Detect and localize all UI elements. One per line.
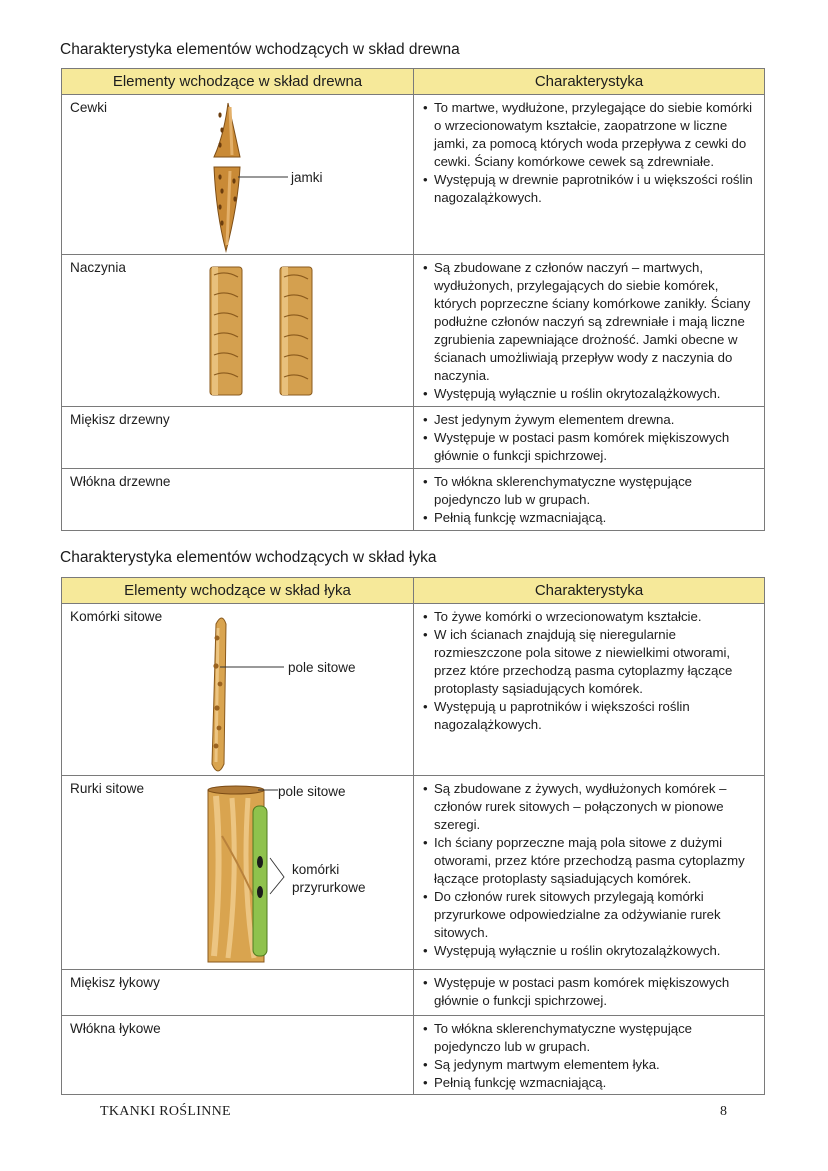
figure-label-companion-2: przyrurkowe	[292, 880, 366, 895]
bullet: • To włókna sklerenchymatyczne występujące pojedynczo lub w grupach.	[423, 1020, 758, 1056]
bullet: • Są zbudowane z żywych, wydłużonych komórek – członów rurek sitowych – połączonych w pionowe szeregi.	[423, 780, 758, 834]
element-cell	[62, 255, 414, 407]
element-name: Miękisz drzewny	[70, 412, 170, 427]
xylem-section-title: Charakterystyka elementów wchodzących w skład drewna	[60, 41, 460, 58]
characteristics-cell	[414, 776, 765, 970]
bullet: • Pełnią funkcję wzmacniającą.	[423, 509, 758, 527]
bullet: • To martwe, wydłużone, przylegające do siebie komórki o wrzecionowatym kształcie, zaopatrzone w liczne jamki, za pomocą których woda przepływa z cewki do cewki. Ściany komórkowe cewek są zdrewniałe.	[423, 99, 758, 171]
bullet: • Występuje w postaci pasm komórek miękiszowych głównie o funkcji spichrzowej.	[423, 974, 758, 1010]
characteristics-cell	[414, 255, 765, 407]
pointer-line	[270, 858, 284, 894]
element-name: Cewki	[70, 100, 108, 115]
element-cell	[62, 469, 414, 531]
table-row	[62, 95, 765, 255]
bullet: • Występuje w postaci pasm komórek miękiszowych głównie o funkcji spichrzowej.	[423, 429, 758, 465]
bullet: • Do członów rurek sitowych przylegają komórki przyrurkowe odpowiedzialne za odżywianie rurek sitowych.	[423, 888, 758, 942]
header-elements: Elementy wchodzące w skład drewna	[62, 69, 414, 95]
header-characteristics: Charakterystyka	[414, 578, 765, 604]
table-header-row	[62, 578, 765, 604]
table-row	[62, 255, 765, 407]
footer-section-name: TKANKI ROŚLINNE	[100, 1104, 231, 1119]
bullet: • Występują u paprotników i większości roślin nagozalążkowych.	[423, 698, 758, 734]
figure-label-pits: jamki	[291, 170, 323, 185]
element-cell	[62, 970, 414, 1016]
characteristics-cell	[414, 469, 765, 531]
header-characteristics: Charakterystyka	[414, 69, 765, 95]
figure-label-companion-1: komórki	[292, 862, 340, 877]
characteristics-cell	[414, 970, 765, 1016]
table-row	[62, 469, 765, 531]
vessel-illustration	[62, 255, 414, 407]
bullet: • Występują w drewnie paprotników i u większości roślin nagozalążkowych.	[423, 171, 758, 207]
element-cell	[62, 1016, 414, 1095]
bullet: • Są jedynym martwym elementem łyka.	[423, 1056, 758, 1074]
table-row	[62, 1016, 765, 1095]
element-cell	[62, 776, 414, 970]
characteristics-cell	[414, 1016, 765, 1095]
element-name: Komórki sitowe	[70, 609, 163, 624]
element-cell	[62, 95, 414, 255]
bullet: • W ich ścianach znajdują się nieregularnie rozmieszczone pola sitowe z niewielkimi otworami, przez które przechodzą pasma cytoplazmy łączące protoplasty sąsiadujących komórek.	[423, 626, 758, 698]
tracheid-illustration	[62, 95, 414, 255]
sieve-tube-illustration	[62, 776, 414, 970]
table-row	[62, 970, 765, 1016]
bullet: • To żywe komórki o wrzecionowatym kształcie.	[423, 608, 758, 626]
characteristics-cell	[414, 95, 765, 255]
table-row	[62, 604, 765, 776]
table-header-row	[62, 69, 765, 95]
table-row	[62, 776, 765, 970]
element-name: Rurki sitowe	[70, 781, 145, 796]
bullet: • To włókna sklerenchymatyczne występujące pojedynczo lub w grupach.	[423, 473, 758, 509]
element-name: Miękisz łykowy	[70, 975, 160, 990]
figure-label-sieve-area: pole sitowe	[288, 660, 356, 675]
figure-label-sieve-plate: pole sitowe	[278, 784, 346, 799]
characteristics-cell	[414, 407, 765, 469]
table-row	[62, 407, 765, 469]
phloem-section-title: Charakterystyka elementów wchodzących w skład łyka	[60, 549, 437, 566]
bullet: • Pełnią funkcję wzmacniającą.	[423, 1074, 758, 1092]
element-cell	[62, 604, 414, 776]
bullet: • Ich ściany poprzeczne mają pola sitowe z dużymi otworami, przez które przechodzą pasma cytoplazmy łączące protoplasty sąsiadujących komórek.	[423, 834, 758, 888]
bullet: • Występują wyłącznie u roślin okrytozalążkowych.	[423, 385, 758, 403]
element-name: Naczynia	[70, 260, 126, 275]
element-cell	[62, 407, 414, 469]
sieve-cell-illustration	[62, 604, 414, 776]
bullet: • Występują wyłącznie u roślin okrytozalążkowych.	[423, 942, 758, 960]
bullet: • Są zbudowane z członów naczyń – martwych, wydłużonych, przylegających do siebie komórek, których poprzeczne ściany komórkowe zanikły. Ściany podłużne członów naczyń są zdrewniałe i mają liczne zgrubienia zapewniające drożność. Jamki obecne w ścianach umożliwiają przepływ wody z naczynia do naczynia.	[423, 259, 758, 385]
element-name: Włókna łykowe	[70, 1021, 161, 1036]
bullet: • Jest jedynym żywym elementem drewna.	[423, 411, 758, 429]
page-number: 8	[720, 1104, 727, 1119]
characteristics-cell	[414, 604, 765, 776]
xylem-table	[61, 68, 765, 531]
header-elements: Elementy wchodzące w skład łyka	[62, 578, 414, 604]
element-name: Włókna drzewne	[70, 474, 171, 489]
phloem-table	[61, 577, 765, 1095]
